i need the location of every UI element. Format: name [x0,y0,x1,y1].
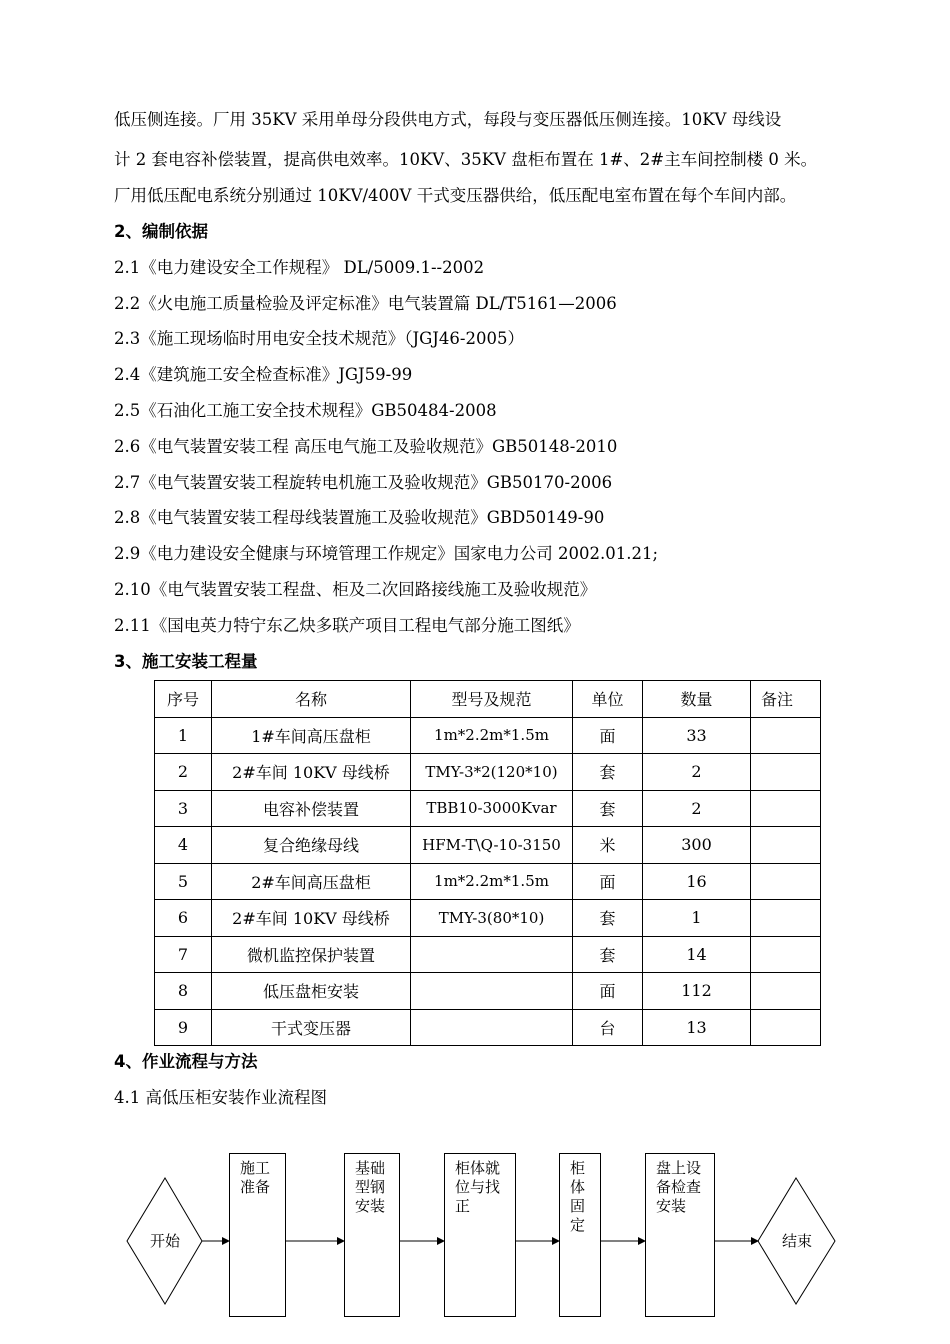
flow-step-positioning [444,1153,516,1317]
cell-index: 2 [155,754,212,791]
cell-spec: TMY-3(80*10) [411,900,573,937]
cell-spec [411,973,573,1010]
flow-step-label: 施工准备 [240,1159,271,1196]
cell-quantity: 112 [643,973,751,1010]
header-unit: 单位 [573,681,643,718]
table-row [155,936,821,973]
cell-quantity: 2 [643,790,751,827]
cell-quantity: 33 [643,717,751,754]
cell-unit: 套 [573,790,643,827]
cell-quantity: 2 [643,754,751,791]
reference-item: 2.5《石油化工施工安全技术规程》GB50484-2008 [114,401,497,420]
table-row [155,754,821,791]
intro-line-3: 厂用低压配电系统分别通过 10KV/400V 干式变压器供给，低压配电室布置在每个车间内部。 [114,186,797,205]
table-row [155,1009,821,1046]
cell-remark [751,790,821,827]
reference-item: 2.11《国电英力特宁东乙炔多联产项目工程电气部分施工图纸》 [114,616,580,635]
cell-index: 9 [155,1009,212,1046]
reference-item: 2.7《电气装置安装工程旋转电机施工及验收规范》GB50170-2006 [114,473,613,492]
cell-spec: 1m*2.2m*1.5m [411,717,573,754]
reference-item: 2.9《电力建设安全健康与环境管理工作规定》国家电力公司 2002.01.21; [114,544,659,563]
cell-unit: 台 [573,1009,643,1046]
cell-remark [751,717,821,754]
intro-line-2: 计 2 套电容补偿装置，提高供电效率。10KV、35KV 盘柜布置在 1#、2#主车间控制楼 0 米。 [114,150,818,169]
table-row [155,973,821,1010]
header-name: 名称 [212,681,411,718]
reference-item: 2.3《施工现场临时用电安全技术规范》（JGJ46-2005） [114,329,524,348]
cell-remark [751,1009,821,1046]
end-label: 结束 [782,1232,813,1250]
flow-step-inspection [645,1153,715,1317]
section-2-heading: 2、编制依据 [114,222,208,241]
cell-name: 2#车间高压盘柜 [212,863,411,900]
header-spec: 型号及规范 [411,681,573,718]
cell-name: 2#车间 10KV 母线桥 [212,754,411,791]
section-4-heading: 4、作业流程与方法 [114,1052,258,1071]
table-row [155,827,821,864]
cell-index: 4 [155,827,212,864]
cell-spec [411,1009,573,1046]
cell-remark [751,936,821,973]
cell-unit: 套 [573,754,643,791]
table-row [155,900,821,937]
cell-quantity: 1 [643,900,751,937]
cell-index: 1 [155,717,212,754]
cell-quantity: 13 [643,1009,751,1046]
cell-index: 6 [155,900,212,937]
cell-spec: 1m*2.2m*1.5m [411,863,573,900]
reference-item: 2.4《建筑施工安全检查标准》JGJ59-99 [114,365,413,384]
cell-remark [751,754,821,791]
header-quantity: 数量 [643,681,751,718]
cell-unit: 面 [573,717,643,754]
cell-remark [751,900,821,937]
cell-quantity: 300 [643,827,751,864]
cell-name: 复合绝缘母线 [212,827,411,864]
flow-step-label: 柜体就位与找正 [455,1159,501,1215]
reference-item: 2.2《火电施工质量检验及评定标准》电气装置篇 DL/T5161—2006 [114,294,617,313]
table-row [155,790,821,827]
cell-quantity: 14 [643,936,751,973]
cell-unit: 套 [573,936,643,973]
installation-flowchart [0,1140,950,1344]
cell-remark [751,863,821,900]
quantities-table [154,680,821,1046]
cell-name: 低压盘柜安装 [212,973,411,1010]
cell-name: 2#车间 10KV 母线桥 [212,900,411,937]
cell-quantity: 16 [643,863,751,900]
flow-step-label: 基础型钢安装 [355,1159,386,1215]
cell-unit: 面 [573,863,643,900]
cell-unit: 面 [573,973,643,1010]
cell-remark [751,973,821,1010]
cell-name: 1#车间高压盘柜 [212,717,411,754]
cell-index: 3 [155,790,212,827]
cell-index: 5 [155,863,212,900]
table-header-row [155,681,821,718]
header-index: 序号 [155,681,212,718]
reference-item: 2.10《电气装置安装工程盘、柜及二次回路接线施工及验收规范》 [114,580,597,599]
start-label: 开始 [150,1232,181,1250]
reference-item: 2.1《电力建设安全工作规程》 DL/5009.1--2002 [114,258,485,277]
flow-step-preparation [229,1153,286,1317]
table-row [155,863,821,900]
flow-step-label: 柜体固定 [570,1159,586,1234]
header-remark: 备注 [751,681,821,718]
flow-step-label: 盘上设备检查安装 [656,1159,702,1215]
cell-name: 干式变压器 [212,1009,411,1046]
cell-spec [411,936,573,973]
cell-spec: HFM-T\Q-10-3150 [411,827,573,864]
intro-line-1: 低压侧连接。厂用 35KV 采用单母分段供电方式，每段与变压器低压侧连接。10KV 母线设 [114,110,782,129]
cell-name: 电容补偿装置 [212,790,411,827]
cell-spec: TBB10-3000Kvar [411,790,573,827]
cell-remark [751,827,821,864]
flow-step-base-steel [344,1153,400,1317]
reference-item: 2.6《电气装置安装工程 高压电气施工及验收规范》GB50148-2010 [114,437,618,456]
cell-index: 8 [155,973,212,1010]
section-4-1-title: 4.1 高低压柜安装作业流程图 [114,1088,327,1107]
cell-unit: 套 [573,900,643,937]
reference-item: 2.8《电气装置安装工程母线装置施工及验收规范》GBD50149-90 [114,508,605,527]
cell-index: 7 [155,936,212,973]
section-3-heading: 3、施工安装工程量 [114,652,258,671]
table-row [155,717,821,754]
flow-step-fixing [559,1153,601,1317]
cell-unit: 米 [573,827,643,864]
cell-spec: TMY-3*2(120*10) [411,754,573,791]
cell-name: 微机监控保护装置 [212,936,411,973]
